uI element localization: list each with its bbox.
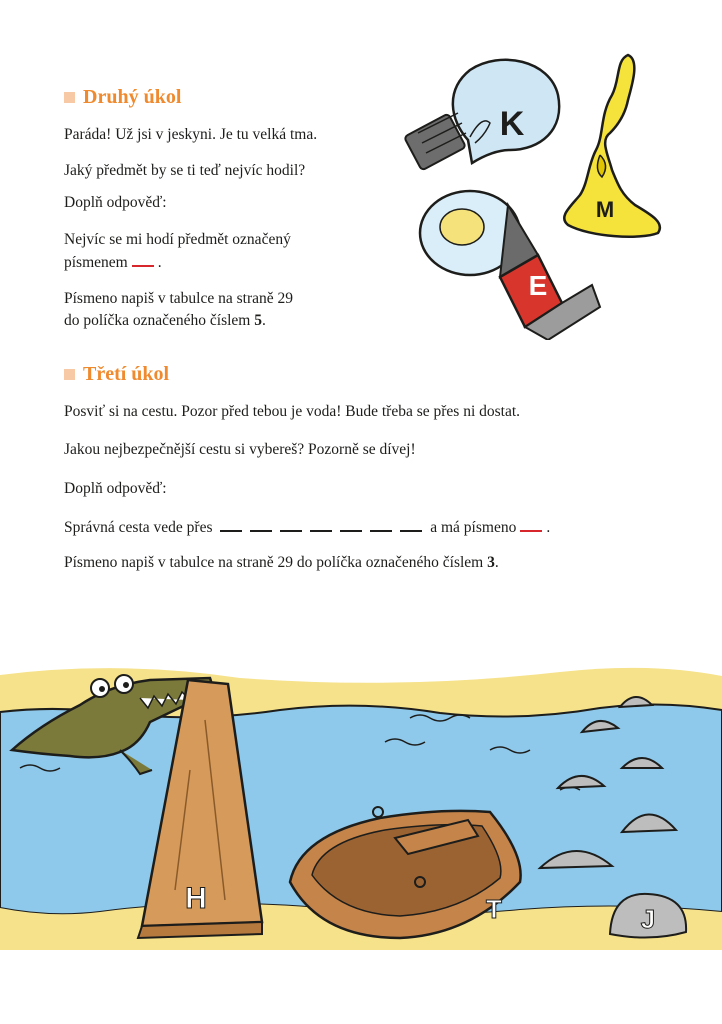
boat-letter: T [486, 894, 502, 924]
paragraph: Písmeno napiš v tabulce na straně 29 do políčka označeného číslem 3. [64, 554, 499, 571]
answer-blank[interactable] [280, 516, 302, 532]
bullet-square-icon [64, 92, 75, 103]
paragraph: Doplň odpověď: [64, 480, 167, 497]
answer-blank[interactable] [400, 516, 422, 532]
answer-line: písmenem . [64, 251, 162, 274]
river-scene-illustration [0, 650, 722, 1024]
paragraph: Písmeno napiš v tabulce na straně 29 [64, 290, 294, 307]
plank-letter: H [185, 882, 207, 915]
paragraph: Posviť si na cestu. Pozor před tebou je voda! Bude třeba se přes ni dostat. [64, 403, 521, 420]
answer-line: Správná cesta vede přes a má písmeno . [64, 516, 550, 539]
paragraph: Paráda! Už jsi v jeskyni. Je tu velká tma. [64, 126, 318, 143]
answer-blank[interactable] [310, 516, 332, 532]
answer-blank[interactable] [370, 516, 392, 532]
flashlight-letter: E [528, 270, 548, 301]
answer-blank[interactable] [520, 516, 542, 532]
answer-blank[interactable] [220, 516, 242, 532]
section-title-treti-ukol: Třetí úkol [64, 363, 169, 386]
answer-blank[interactable] [250, 516, 272, 532]
bullet-square-icon [64, 369, 75, 380]
paragraph: Nejvíc se mi hodí předmět označený [64, 231, 291, 248]
section-title-druhy-ukol: Druhý úkol [64, 86, 181, 109]
paragraph: Jaký předmět by se ti teď nejvíc hodil? [64, 162, 306, 179]
paragraph: Jakou nejbezpečnější cestu si vybereš? Pozorně se dívej! [64, 441, 416, 458]
melted-candle-icon [564, 55, 660, 237]
answer-blank[interactable] [340, 516, 362, 532]
paragraph: Doplň odpověď: [64, 194, 167, 211]
candle-letter: M [595, 197, 615, 222]
answer-blank[interactable] [132, 251, 154, 267]
light-objects-illustration [390, 45, 680, 340]
bulb-letter: K [499, 105, 525, 143]
stone-letter: J [640, 904, 656, 934]
paragraph: do políčka označeného číslem 5. [64, 312, 266, 329]
light-bulb-icon [404, 60, 559, 171]
